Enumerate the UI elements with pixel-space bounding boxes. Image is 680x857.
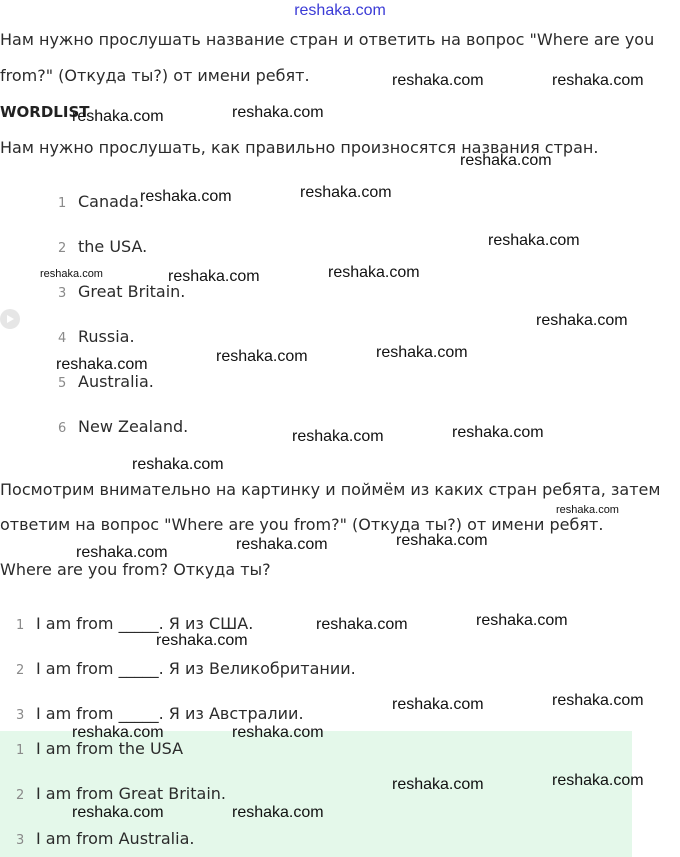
audio-play-button[interactable]	[0, 309, 20, 329]
watermark: reshaka.com	[216, 348, 308, 365]
watermark: reshaka.com	[40, 268, 103, 280]
picture-task-line-2: ответим на вопрос "Where are you from?" (Откуда ты?) от имени ребят.	[0, 515, 604, 534]
watermark: reshaka.com	[76, 544, 168, 561]
exercise-item	[16, 704, 304, 723]
item-text: Russia.	[78, 327, 135, 346]
watermark: reshaka.com	[552, 72, 644, 89]
watermark: reshaka.com	[300, 184, 392, 201]
item-number: 1	[16, 618, 25, 633]
watermark: reshaka.com	[140, 188, 232, 205]
item-text: I am from _____. Я из Австралии.	[36, 704, 304, 723]
picture-task-line-1: Посмотрим внимательно на картинку и поймём из каких стран ребята, затем	[0, 480, 661, 499]
watermark: reshaka.com	[316, 616, 408, 633]
watermark: reshaka.com	[56, 356, 148, 373]
watermark: reshaka.com	[232, 104, 324, 121]
watermark: reshaka.com	[392, 776, 484, 793]
item-number: 2	[16, 788, 25, 803]
wordlist-item	[58, 282, 185, 301]
watermark: reshaka.com	[452, 424, 544, 441]
item-number: 2	[16, 663, 25, 678]
site-header[interactable]: reshaka.com	[294, 2, 386, 19]
watermark: reshaka.com	[488, 232, 580, 249]
intro-line-2: from?" (Откуда ты?) от имени ребят.	[0, 66, 310, 85]
item-number: 3	[58, 286, 67, 301]
watermark: reshaka.com	[72, 724, 164, 741]
item-number: 4	[58, 331, 67, 346]
wordlist-instruction: Нам нужно прослушать, как правильно произносятся названия стран.	[0, 138, 599, 157]
watermark: reshaka.com	[552, 772, 644, 789]
watermark: reshaka.com	[232, 804, 324, 821]
item-text: Canada.	[78, 192, 144, 211]
item-text: I am from Australia.	[36, 829, 195, 848]
item-number: 3	[16, 833, 25, 848]
item-number: 2	[58, 241, 67, 256]
answer-item	[16, 784, 226, 803]
watermark: reshaka.com	[552, 692, 644, 709]
watermark: reshaka.com	[556, 504, 619, 516]
wordlist-heading: WORDLIST	[0, 103, 90, 121]
play-icon	[5, 314, 15, 324]
item-number: 1	[16, 743, 25, 758]
wordlist-item	[58, 192, 144, 211]
watermark: reshaka.com	[396, 532, 488, 549]
watermark: reshaka.com	[460, 152, 552, 169]
watermark: reshaka.com	[236, 536, 328, 553]
watermark: reshaka.com	[72, 804, 164, 821]
answer-item	[16, 829, 194, 848]
item-text: I am from Great Britain.	[36, 784, 226, 803]
item-number: 1	[58, 196, 67, 211]
item-number: 5	[58, 376, 67, 391]
watermark: reshaka.com	[536, 312, 628, 329]
watermark: reshaka.com	[156, 632, 248, 649]
watermark: reshaka.com	[376, 344, 468, 361]
item-number: 6	[58, 421, 67, 436]
item-text: I am from the USA	[36, 739, 184, 758]
item-number: 3	[16, 708, 25, 723]
item-text: New Zealand.	[78, 417, 189, 436]
watermark: reshaka.com	[476, 612, 568, 629]
watermark: reshaka.com	[232, 724, 324, 741]
wordlist-item	[58, 417, 188, 436]
intro-line-1: Нам нужно прослушать название стран и ответить на вопрос "Where are you	[0, 30, 655, 49]
item-text: Great Britain.	[78, 282, 186, 301]
watermark: reshaka.com	[392, 696, 484, 713]
watermark: reshaka.com	[72, 108, 164, 125]
watermark: reshaka.com	[392, 72, 484, 89]
watermark: reshaka.com	[292, 428, 384, 445]
item-text: Australia.	[78, 372, 154, 391]
watermark: reshaka.com	[132, 456, 224, 473]
watermark: reshaka.com	[328, 264, 420, 281]
exercise-item	[16, 659, 356, 678]
exercise-item	[16, 614, 253, 633]
watermark: reshaka.com	[168, 268, 260, 285]
wordlist-item	[58, 327, 135, 346]
wordlist-item	[58, 372, 154, 391]
exercise-question: Where are you from? Откуда ты?	[0, 560, 271, 579]
item-text: the USA.	[78, 237, 148, 256]
item-text: I am from _____. Я из Великобритании.	[36, 659, 356, 678]
wordlist-item	[58, 237, 147, 256]
item-text: I am from _____. Я из США.	[36, 614, 254, 633]
